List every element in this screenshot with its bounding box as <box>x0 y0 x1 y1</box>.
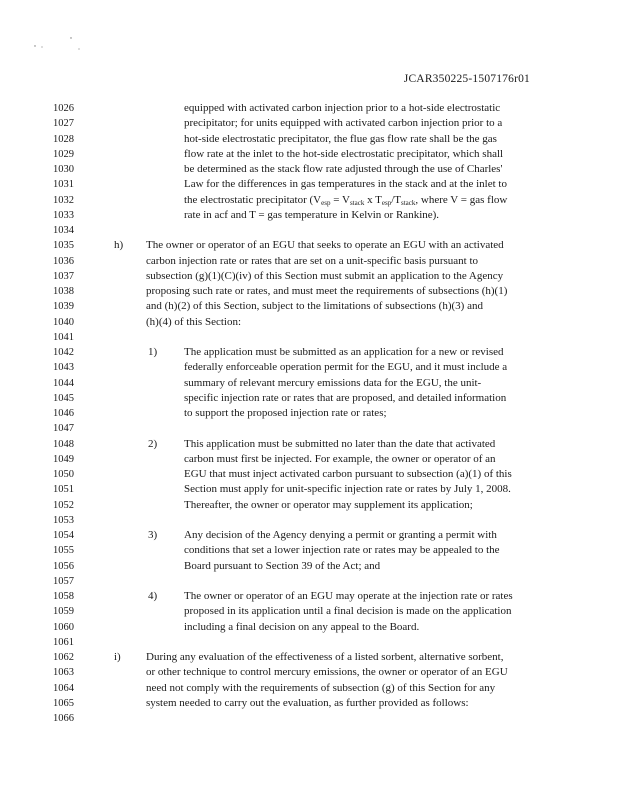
document-line <box>0 376 618 391</box>
line-text: carbon injection rate or rates that are set on a unit-specific basis pursuant to <box>146 254 479 267</box>
formula-subscript: esp <box>321 198 331 207</box>
document-line <box>0 116 618 131</box>
line-number: 1057 <box>53 575 74 587</box>
line-number: 1048 <box>53 438 74 450</box>
subsection-label: 1) <box>148 346 158 358</box>
document-line <box>0 177 618 192</box>
document-line <box>0 269 618 284</box>
line-number: 1037 <box>53 270 74 282</box>
line-number: 1047 <box>53 423 74 435</box>
line-text: system needed to carry out the evaluation, as further provided as follows: <box>146 696 469 709</box>
document-line <box>0 711 618 726</box>
formula-subscript: stack <box>349 198 365 207</box>
line-text: precipitator; for units equipped with activated carbon injection prior to a <box>184 117 503 130</box>
formula-text: = V <box>330 193 350 206</box>
formula-text: , where V = gas flow <box>415 193 508 206</box>
document-line <box>0 162 618 177</box>
line-number: 1032 <box>53 194 74 206</box>
document-line <box>0 528 618 543</box>
document-line <box>0 498 618 513</box>
line-number: 1053 <box>53 514 74 526</box>
line-text: During any evaluation of the effectiveness of a listed sorbent, alternative sorbent, <box>146 651 504 663</box>
document-line <box>0 132 618 147</box>
line-text: rate in acf and T = gas temperature in Kelvin or Rankine). <box>184 208 440 221</box>
line-number: 1045 <box>53 392 74 404</box>
line-text: proposed in its application until a final decision is made on the application <box>184 605 512 618</box>
scan-specks <box>30 34 90 54</box>
subsection-label: i) <box>114 651 121 663</box>
line-text: Board pursuant to Section 39 of the Act; and <box>184 559 381 572</box>
formula-text: x T <box>364 193 382 206</box>
line-number: 1029 <box>53 148 74 160</box>
line-text: or other technique to control mercury emissions, the owner or operator of an EGU <box>146 666 508 679</box>
document-id: JCAR350225-1507176r01 <box>403 73 530 85</box>
subsection-label: 3) <box>148 529 158 541</box>
formula-subscript: esp <box>381 198 392 207</box>
line-text: and (h)(2) of this Section, subject to the limitations of subsections (h)(3) and <box>146 300 483 313</box>
line-number: 1060 <box>53 621 74 633</box>
document-line <box>0 589 618 604</box>
document-line <box>0 315 618 330</box>
line-number: 1034 <box>53 225 74 236</box>
document-line <box>0 421 618 436</box>
line-number: 1035 <box>53 240 74 252</box>
document-line <box>0 101 618 116</box>
line-number: 1065 <box>53 697 74 709</box>
line-text: subsection (g)(1)(C)(iv) of this Section must submit an application to the Agency <box>146 269 504 282</box>
document-line <box>0 284 618 299</box>
line-text: summary of relevant mercury emissions data for the EGU, the unit- <box>184 376 482 389</box>
subsection-label: h) <box>114 239 124 252</box>
line-number: 1039 <box>53 301 74 313</box>
line-text: The owner or operator of an EGU that seeks to operate an EGU with an activated <box>146 239 504 252</box>
document-line <box>0 193 618 208</box>
document-line <box>0 391 618 406</box>
line-number: 1038 <box>53 286 74 297</box>
document-line <box>0 223 618 238</box>
document-line <box>0 467 618 482</box>
subsection-label: 2) <box>148 437 158 450</box>
line-text: including a final decision on any appeal to the Board. <box>184 620 420 633</box>
line-number: 1041 <box>53 331 74 343</box>
document-line <box>0 238 618 253</box>
line-number: 1044 <box>53 377 74 389</box>
line-number: 1043 <box>53 362 74 374</box>
line-number: 1030 <box>53 164 74 175</box>
line-text: (h)(4) of this Section: <box>146 315 242 328</box>
line-number: 1040 <box>53 316 74 328</box>
line-text: This application must be submitted no later than the date that activated <box>184 437 496 450</box>
document-line <box>0 543 618 558</box>
line-number: 1056 <box>53 560 74 572</box>
document-line <box>0 208 618 223</box>
formula-text: the electrostatic precipitator (V <box>184 193 322 206</box>
line-text: The owner or operator of an EGU may operate at the injection rate or rates <box>184 590 513 602</box>
formula-subscript: stack <box>400 198 416 207</box>
line-number: 1036 <box>53 255 74 267</box>
document-line <box>0 437 618 452</box>
line-text: Thereafter, the owner or operator may supplement its application; <box>184 498 473 511</box>
document-line <box>0 482 618 497</box>
line-text: The application must be submitted as an application for a new or revised <box>184 346 504 358</box>
document-line <box>0 574 618 589</box>
line-text: Any decision of the Agency denying a permit or granting a permit with <box>184 529 497 541</box>
line-number: 1033 <box>53 209 74 221</box>
document-line <box>0 513 618 528</box>
line-number: 1026 <box>53 103 74 114</box>
line-text: carbon must first be injected. For example, the owner or operator of an <box>184 452 496 465</box>
document-line <box>0 665 618 680</box>
line-number: 1062 <box>53 652 74 663</box>
line-number: 1042 <box>53 347 74 358</box>
document-line <box>0 635 618 650</box>
line-number: 1066 <box>53 713 74 724</box>
line-number: 1055 <box>53 545 74 557</box>
line-text: specific injection rate or rates that are proposed, and detailed information <box>184 391 507 404</box>
document-line <box>0 147 618 162</box>
line-number: 1064 <box>53 682 74 694</box>
formula-line <box>184 193 507 208</box>
subsection-label: 4) <box>148 590 158 602</box>
line-text: equipped with activated carbon injection prior to a hot-side electrostatic <box>184 102 501 114</box>
document-line <box>0 559 618 574</box>
line-number: 1027 <box>53 118 74 130</box>
document-line <box>0 650 618 665</box>
document-line <box>0 620 618 635</box>
line-text: Law for the differences in gas temperatures in the stack and at the inlet to <box>184 178 507 191</box>
line-number: 1050 <box>53 469 74 480</box>
document-line <box>0 452 618 467</box>
line-text: EGU that must inject activated carbon pursuant to subsection (a)(1) of this <box>184 468 512 480</box>
document-line <box>0 345 618 360</box>
document-line <box>0 330 618 345</box>
line-text: need not comply with the requirements of subsection (g) of this Section for any <box>146 681 496 694</box>
document-line <box>0 604 618 619</box>
line-number: 1028 <box>53 133 74 145</box>
line-text: Section must apply for unit-specific injection rate or rates by July 1, 2008. <box>184 483 511 496</box>
line-number: 1061 <box>53 636 74 648</box>
line-text: flow rate at the inlet to the hot-side electrostatic precipitator, which shall <box>184 147 504 160</box>
document-line <box>0 299 618 314</box>
line-number: 1046 <box>53 408 74 419</box>
document-line <box>0 681 618 696</box>
line-text: hot-side electrostatic precipitator, the flue gas flow rate shall be the gas <box>184 132 497 145</box>
line-number: 1051 <box>53 484 74 496</box>
line-number: 1058 <box>53 591 74 602</box>
document-line <box>0 406 618 421</box>
line-text: federally enforceable operation permit for the EGU, and it must include a <box>184 361 508 374</box>
line-number: 1049 <box>53 453 74 465</box>
line-number: 1054 <box>53 530 74 541</box>
line-number: 1059 <box>53 606 74 618</box>
line-text: be determined as the stack flow rate adjusted through the use of Charles' <box>184 163 503 175</box>
line-number: 1052 <box>53 499 74 511</box>
line-number: 1063 <box>53 667 74 679</box>
line-number: 1031 <box>53 179 74 191</box>
line-text: conditions that set a lower injection rate or rates may be appealed to the <box>184 544 500 557</box>
document-line <box>0 254 618 269</box>
document-line <box>0 696 618 711</box>
line-text: proposing such rate or rates, and must meet the requirements of subsections (h)(1) <box>146 285 508 297</box>
document-line <box>0 360 618 375</box>
formula-text: /T <box>391 193 401 206</box>
line-text: to support the proposed injection rate or rates; <box>184 407 387 419</box>
